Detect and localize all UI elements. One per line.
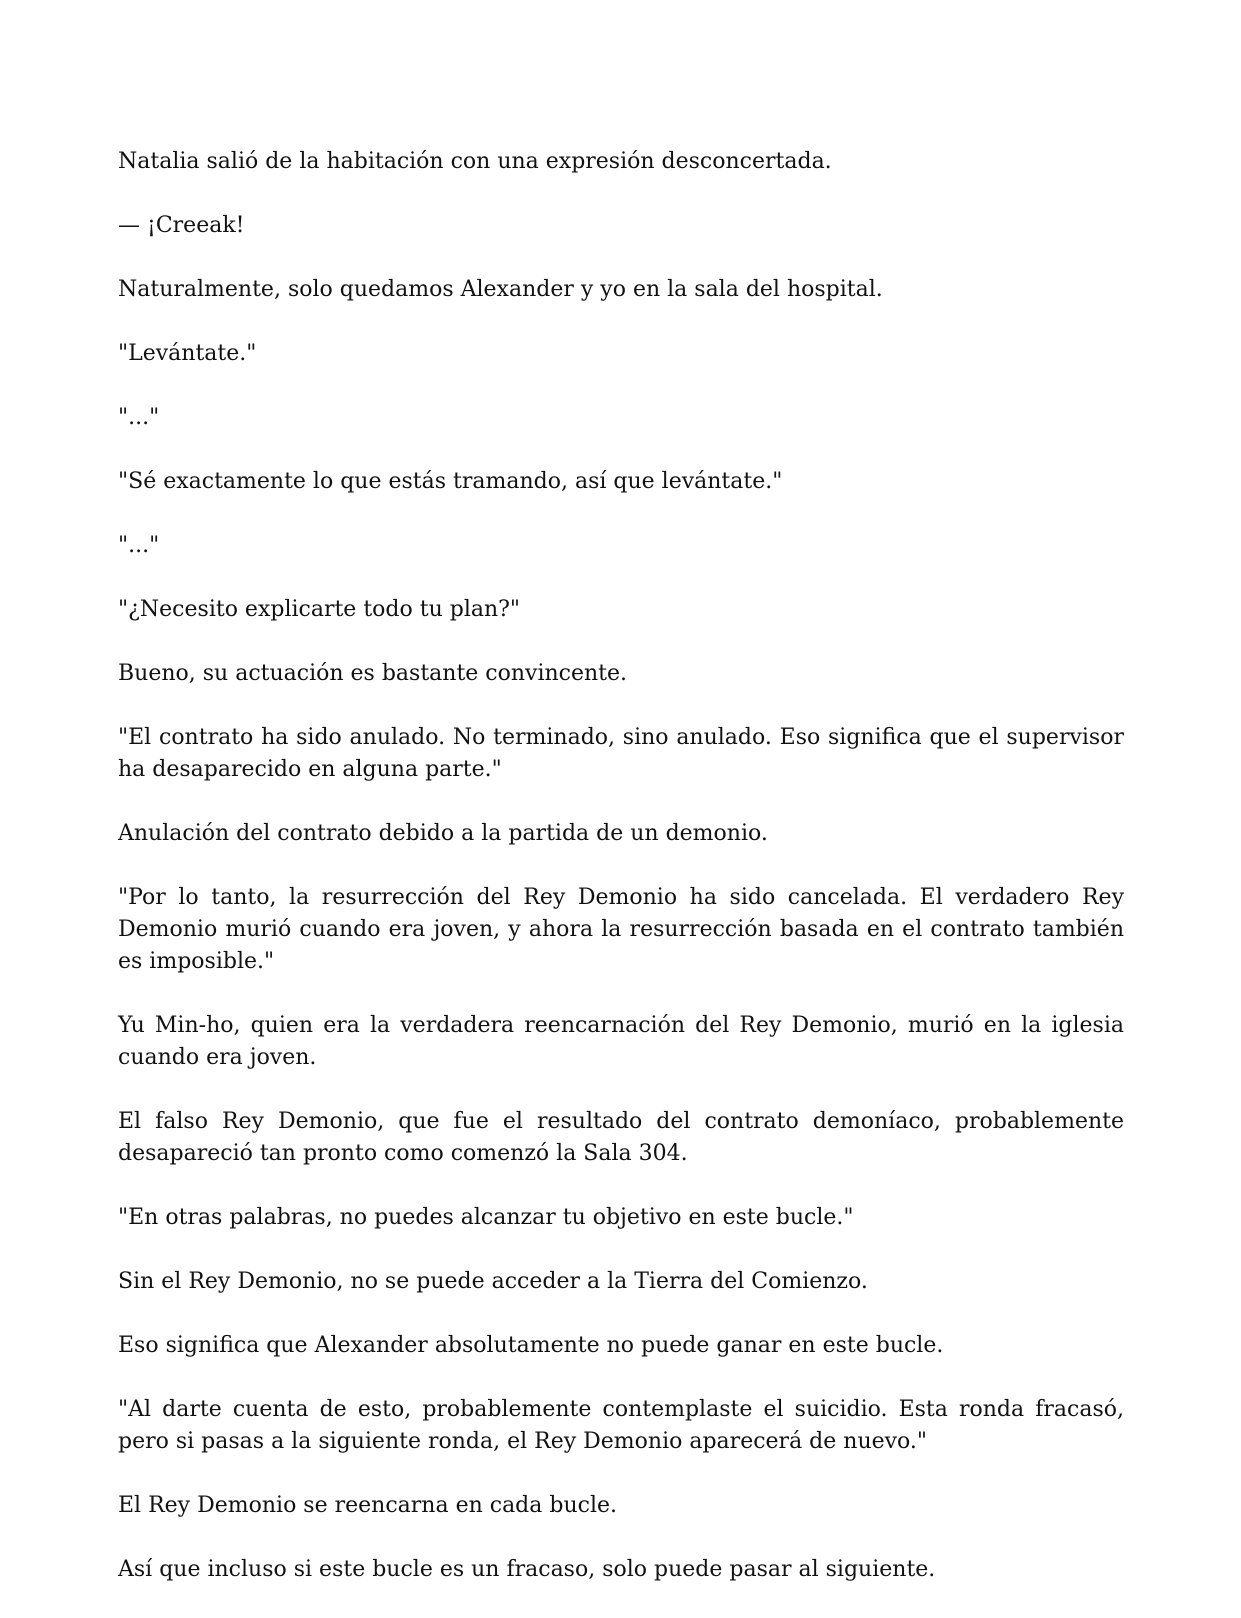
paragraph-19: El Rey Demonio se reencarna en cada bucle. (118, 1493, 617, 1518)
paragraph-3: Naturalmente, solo quedamos Alexander y yo en la sala del hospital. (118, 277, 883, 302)
paragraph-5: "..." (118, 405, 160, 430)
document-body (118, 146, 1124, 1618)
paragraph-9: Bueno, su actuación es bastante convincente. (118, 661, 628, 686)
paragraph-12: "Por lo tanto, la resurrección del Rey Demonio ha sido cancelada. El verdadero Rey Demonio murió cuando era joven, y ahora la resurrección basada en el contrato también es imposible." (118, 885, 1124, 974)
paragraph-17: Eso significa que Alexander absolutamente no puede ganar en este bucle. (118, 1333, 944, 1358)
paragraph-8: "¿Necesito explicarte todo tu plan?" (118, 597, 521, 622)
paragraph-6: "Sé exactamente lo que estás tramando, así que levántate." (118, 469, 783, 494)
paragraph-1: Natalia salió de la habitación con una expresión desconcertada. (118, 149, 832, 174)
paragraph-13: Yu Min-ho, quien era la verdadera reencarnación del Rey Demonio, murió en la iglesia cuando era joven. (118, 1013, 1124, 1070)
paragraph-7: "..." (118, 533, 160, 558)
paragraph-18: "Al darte cuenta de esto, probablemente contemplaste el suicidio. Esta ronda fracasó, pero si pasas a la siguiente ronda, el Rey Demonio aparecerá de nuevo." (118, 1397, 1124, 1454)
paragraph-16: Sin el Rey Demonio, no se puede acceder a la Tierra del Comienzo. (118, 1269, 868, 1294)
paragraph-14: El falso Rey Demonio, que fue el resultado del contrato demoníaco, probablemente desapareció tan pronto como comenzó la Sala 304. (118, 1109, 1124, 1166)
paragraph-2: — ¡Creeak! (118, 213, 245, 238)
paragraph-4: "Levántate." (118, 341, 257, 366)
paragraph-11: Anulación del contrato debido a la partida de un demonio. (118, 821, 768, 846)
paragraph-15: "En otras palabras, no puedes alcanzar tu objetivo en este bucle." (118, 1205, 854, 1230)
paragraph-10: "El contrato ha sido anulado. No terminado, sino anulado. Eso significa que el supervisor ha desaparecido en alguna parte." (118, 725, 1124, 782)
paragraph-20: Así que incluso si este bucle es un fracaso, solo puede pasar al siguiente. (118, 1557, 936, 1582)
